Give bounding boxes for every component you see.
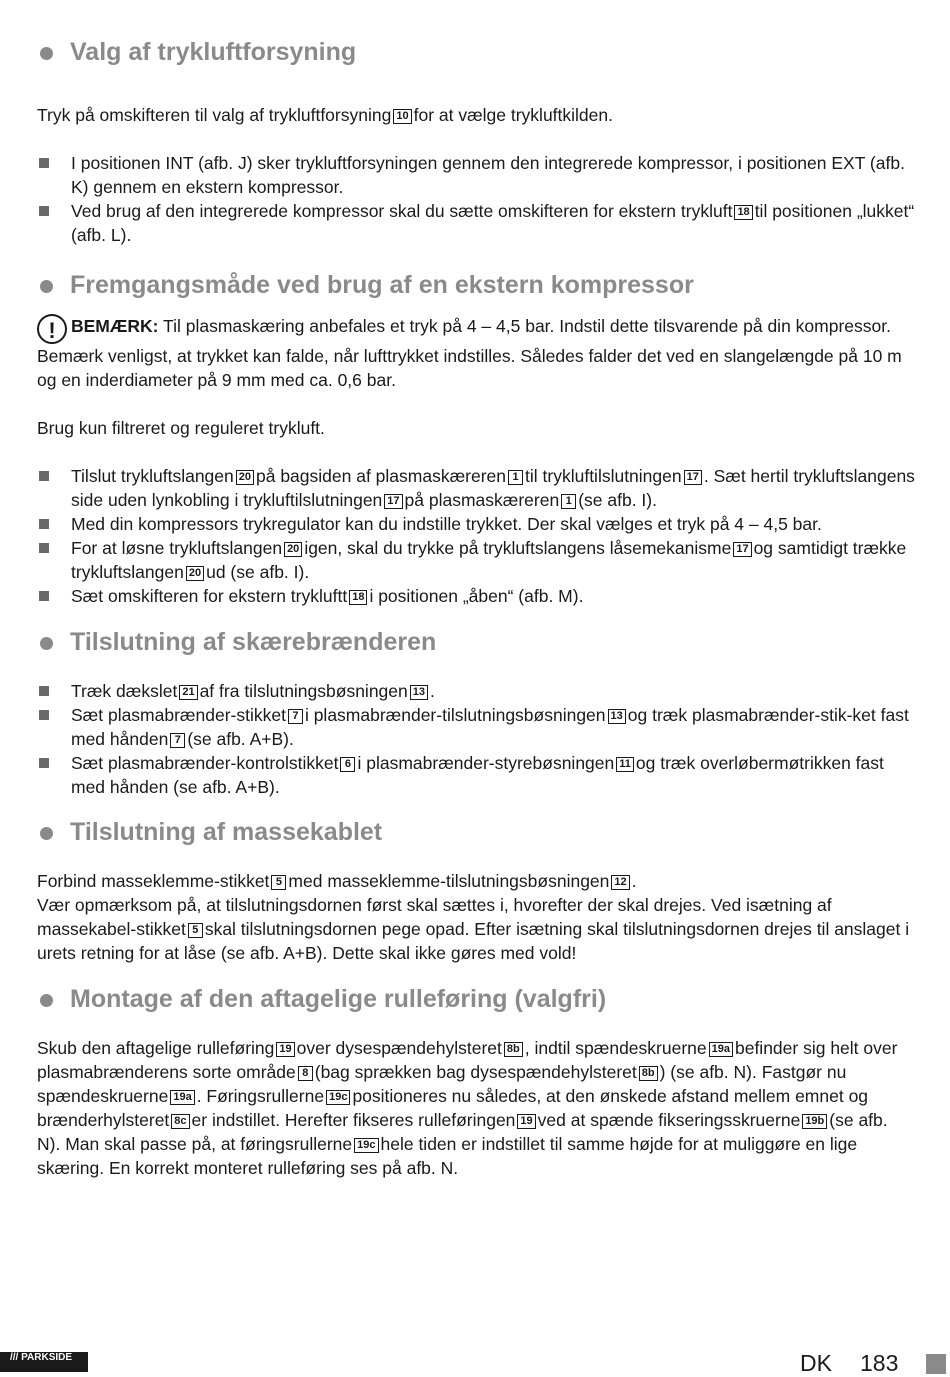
note-label: BEMÆRK: xyxy=(71,316,159,336)
ref-number: 17 xyxy=(384,494,402,509)
text: med masseklemme-tilslutningsbøsningen xyxy=(288,871,610,891)
square-bullet-icon xyxy=(39,686,49,696)
text: for at vælge trykluftkilden. xyxy=(413,105,613,125)
ref-number: 8b xyxy=(639,1066,658,1081)
text: Træk dækslet xyxy=(71,681,178,701)
paragraph xyxy=(37,893,915,965)
text: ud (se afb. I). xyxy=(206,562,310,582)
text: af fra tilslutningsbøsningen xyxy=(199,681,408,701)
heading-text: Tilslutning af massekablet xyxy=(70,818,383,846)
bullet-dot-icon xyxy=(40,280,53,293)
ref-number: 21 xyxy=(179,685,197,700)
text: Sæt plasmabrænder-kontrolstikket xyxy=(71,753,339,773)
text: , indtil spændeskruerne xyxy=(524,1038,707,1058)
bullet-dot-icon xyxy=(40,994,53,1007)
ref-number: 5 xyxy=(188,923,203,938)
text: (se afb. I). xyxy=(578,490,657,510)
list-item xyxy=(37,536,915,584)
list-item xyxy=(37,512,915,536)
ref-number: 19 xyxy=(517,1114,535,1129)
list-item xyxy=(37,584,915,608)
text: I positionen INT (afb. J) sker trykluftforsyningen gennem den integrerede kompressor, i positionen EXT (afb. K) gennem en ekstern kompressor. xyxy=(71,153,905,197)
paragraph: Brug kun filtreret og reguleret trykluft. xyxy=(37,418,325,438)
list-item xyxy=(37,199,915,247)
list-item xyxy=(37,703,915,751)
ref-number: 8b xyxy=(504,1042,523,1057)
ref-number: 19c xyxy=(354,1138,378,1153)
bullet-dot-icon xyxy=(40,47,53,60)
ref-number: 12 xyxy=(611,875,629,890)
text: og træk plasmabrænder-stik-ket fast med hånden xyxy=(71,705,909,749)
section-heading xyxy=(37,270,915,300)
text: befinder sig helt over plasmabrænderens sorte område xyxy=(37,1038,898,1082)
ref-number: 20 xyxy=(284,542,302,557)
ref-number: 8c xyxy=(171,1114,189,1129)
section-tilslutning-skaerebraenderen xyxy=(37,627,915,799)
ref-number: 20 xyxy=(236,470,254,485)
text: . Føringsrullerne xyxy=(196,1086,325,1106)
paragraph xyxy=(37,103,915,127)
text: . Sæt hertil trykluftslangens side uden lynkobling i trykluftilslutningen xyxy=(71,466,915,510)
ref-number: 17 xyxy=(733,542,751,557)
text: Ved brug af den integrerede kompressor skal du sætte omskifteren for ekstern trykluft xyxy=(71,201,733,221)
text: (se afb. A+B). xyxy=(187,729,294,749)
text: Med din kompressors trykregulator kan du indstille trykket. Der skal vælges et tryk på 4 – 4,5 bar. xyxy=(71,514,822,534)
text: til positionen „lukket“ (afb. L). xyxy=(71,201,915,245)
section-valg-af-trykluftforsyning xyxy=(37,37,915,247)
text: i positionen „åben“ (afb. M). xyxy=(369,586,584,606)
section-tilslutning-massekablet xyxy=(37,817,915,965)
ref-number: 6 xyxy=(340,757,355,772)
section-montage-rulleforing xyxy=(37,984,915,1180)
warning-exclamation-icon: ! xyxy=(37,314,67,344)
list-item xyxy=(37,151,915,199)
square-bullet-icon xyxy=(39,158,49,168)
text: (bag sprækken bag dysespændehylsteret xyxy=(314,1062,637,1082)
text: Tryk på omskifteren til valg af trykluftforsyning xyxy=(37,105,392,125)
logo-text: /// PARKSIDE xyxy=(10,1352,73,1363)
text: er indstillet. Herefter fikseres rulleføringen xyxy=(191,1110,516,1130)
ref-number: 19 xyxy=(276,1042,294,1057)
list-item xyxy=(37,464,915,512)
text: på plasmaskæreren xyxy=(404,490,560,510)
square-bullet-icon xyxy=(39,543,49,553)
list-item xyxy=(37,679,915,703)
square-bullet-icon xyxy=(39,710,49,720)
ref-number: 7 xyxy=(288,709,303,724)
ref-number: 1 xyxy=(508,470,523,485)
paragraph xyxy=(37,1036,915,1180)
text: ) (se afb. N). Fastgør nu spændeskruerne xyxy=(37,1062,847,1106)
page-number: 183 xyxy=(860,1350,899,1376)
text: ved at spænde fikseringsskruerne xyxy=(537,1110,801,1130)
ref-number: 20 xyxy=(186,566,204,581)
text: Skub den aftagelige rulleføring xyxy=(37,1038,275,1058)
ref-number: 18 xyxy=(734,205,752,220)
note-paragraph xyxy=(37,314,915,392)
bullet-list xyxy=(37,151,915,247)
text: Forbind masseklemme-stikket xyxy=(37,871,270,891)
text: Til plasmaskæring anbefales et tryk på 4 – 4,5 bar. Indstil dette tilsvarende på din kompressor. Bemærk venligst, at trykket kan falde, når lufttrykket indstilles. Således falder det ved en slangelængde på 10 m og en inderdiameter på 9 mm med ca. 0,6 bar. xyxy=(37,316,902,390)
text: og samtidigt trække trykluftslangen xyxy=(71,538,907,582)
heading-text: Montage af den aftagelige rulleføring (valgfri) xyxy=(70,985,607,1013)
paragraph xyxy=(37,869,915,893)
ref-number: 11 xyxy=(616,757,634,772)
ref-number: 19c xyxy=(326,1090,350,1105)
square-bullet-icon xyxy=(39,471,49,481)
text: skal tilslutningsdornen pege opad. Efter isætning skal tilslutningsdornen drejes til anslaget i urets retning for at låse (se afb. A+B). Dette skal ikke gøres med vold! xyxy=(37,919,910,963)
text: Sæt plasmabrænder-stikket xyxy=(71,705,286,725)
parkside-logo xyxy=(0,1352,88,1372)
square-bullet-icon xyxy=(39,758,49,768)
section-heading xyxy=(37,984,915,1014)
ref-number: 19a xyxy=(170,1090,194,1105)
ref-number: 7 xyxy=(170,733,185,748)
text: positioneres nu således, at den ønskede afstand mellem emnet og brænderhylsteret xyxy=(37,1086,869,1130)
bullet-list xyxy=(37,679,915,799)
section-heading xyxy=(37,627,915,657)
bullet-list xyxy=(37,464,915,608)
text: For at løsne trykluftslangen xyxy=(71,538,283,558)
section-heading xyxy=(37,817,915,847)
ref-number: 13 xyxy=(608,709,626,724)
bullet-dot-icon xyxy=(40,637,53,650)
heading-text: Valg af trykluftforsyning xyxy=(70,38,357,66)
ref-number: 5 xyxy=(271,875,286,890)
ref-number: 19a xyxy=(709,1042,733,1057)
text: og træk overløbermøtrikken fast med hånden (se afb. A+B). xyxy=(71,753,884,797)
page-marker-box xyxy=(926,1354,946,1374)
ref-number: 13 xyxy=(410,685,428,700)
heading-text: Tilslutning af skærebrænderen xyxy=(70,628,437,656)
text: hele tiden er indstillet til samme højde for at muliggøre en lige skæring. En korrekt monteret rulleføring ses på afb. N. xyxy=(37,1134,858,1178)
section-heading xyxy=(37,37,915,67)
text: til trykluftilslutningen xyxy=(525,466,682,486)
list-item xyxy=(37,751,915,799)
square-bullet-icon xyxy=(39,206,49,216)
heading-text: Fremgangsmåde ved brug af en ekstern kompressor xyxy=(70,271,694,299)
ref-number: 1 xyxy=(561,494,576,509)
ref-number: 19b xyxy=(802,1114,827,1129)
ref-number: 18 xyxy=(349,590,367,605)
ref-number: 17 xyxy=(684,470,702,485)
square-bullet-icon xyxy=(39,591,49,601)
text: i plasmabrænder-styrebøsningen xyxy=(357,753,615,773)
square-bullet-icon xyxy=(39,519,49,529)
bullet-dot-icon xyxy=(40,827,53,840)
text: over dysespændehylsteret xyxy=(296,1038,502,1058)
text: Tilslut trykluftslangen xyxy=(71,466,234,486)
text: igen, skal du trykke på trykluftslangens låsemekanisme xyxy=(304,538,732,558)
text: . xyxy=(430,681,435,701)
text: Sæt omskifteren for ekstern trykluftt xyxy=(71,586,348,606)
text: Vær opmærksom på, at tilslutningsdornen først skal sættes i, hvorefter der skal drejes. Ved isætning af massekabel-stikket xyxy=(37,895,832,939)
text: (se afb. N). Man skal passe på, at føringsrullerne xyxy=(37,1110,888,1154)
text: på bagsiden af plasmaskæreren xyxy=(256,466,507,486)
text: . xyxy=(631,871,637,891)
language-code: DK xyxy=(800,1350,832,1376)
ref-number: 10 xyxy=(393,109,411,124)
section-ekstern-kompressor xyxy=(37,270,915,608)
ref-number: 8 xyxy=(298,1066,313,1081)
text: i plasmabrænder-tilslutningsbøsningen xyxy=(304,705,606,725)
